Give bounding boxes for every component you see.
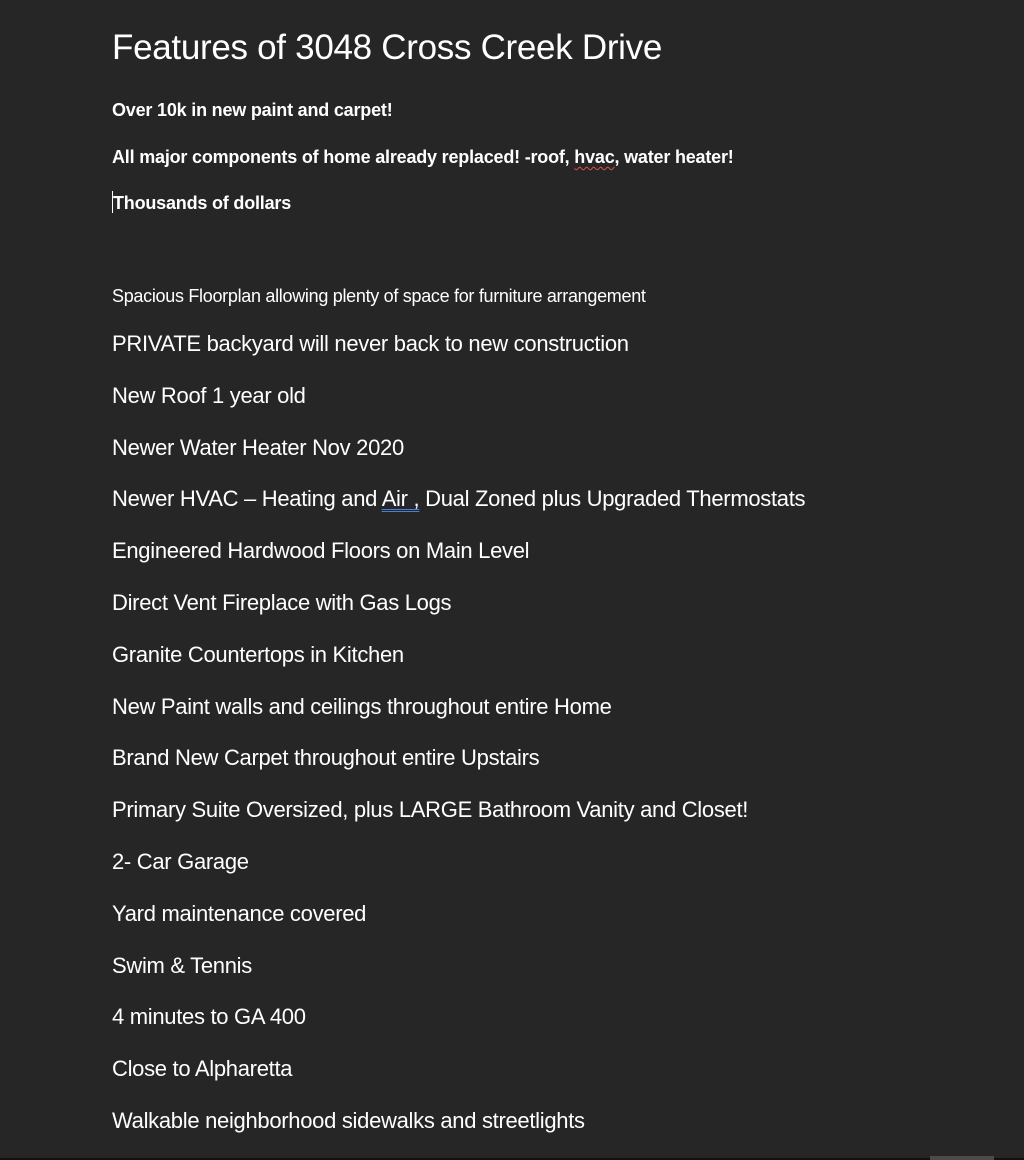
list-item: 4 minutes to GA 400: [112, 1004, 306, 1030]
highlight-text: All major components of home already replaced! -roof,: [112, 147, 575, 167]
list-item: Granite Countertops in Kitchen: [112, 641, 404, 667]
highlight-line-paint-carpet: Over 10k in new paint and carpet!: [112, 100, 393, 120]
highlight-text: Thousands of dollars: [113, 193, 292, 213]
highlight-text: , water heater!: [614, 147, 734, 167]
list-item: 2- Car Garage: [112, 848, 249, 874]
document-title: Features of 3048 Cross Creek Drive: [112, 28, 663, 67]
list-item: Yard maintenance covered: [112, 900, 367, 926]
list-item: Newer Water Heater Nov 2020: [112, 434, 404, 460]
list-item: Brand New Carpet throughout entire Upstairs: [112, 745, 540, 771]
list-item: Swim & Tennis: [112, 952, 252, 978]
highlight-line-dollars: [112, 191, 291, 215]
intro-line: Spacious Floorplan allowing plenty of space for furniture arrangement: [112, 286, 646, 306]
feature-list: [112, 328, 805, 1157]
list-item: Direct Vent Fireplace with Gas Logs: [112, 589, 452, 615]
scrollbar-stub[interactable]: [930, 1156, 994, 1160]
feature-text: Newer HVAC – Heating and: [112, 486, 382, 512]
list-item: New Roof 1 year old: [112, 382, 306, 408]
list-item: [112, 483, 805, 535]
list-item: Engineered Hardwood Floors on Main Level: [112, 538, 530, 564]
feature-text: Dual Zoned plus Upgraded Thermostats: [419, 486, 806, 512]
grammar-flag[interactable]: Air ,: [381, 486, 420, 512]
highlight-line-components: [112, 145, 734, 169]
list-item: Primary Suite Oversized, plus LARGE Bathroom Vanity and Closet!: [112, 797, 749, 823]
list-item: PRIVATE backyard will never back to new construction: [112, 331, 629, 356]
spelling-flag[interactable]: hvac: [574, 147, 615, 167]
list-item: New Paint walls and ceilings throughout entire Home: [112, 693, 612, 719]
list-item: Walkable neighborhood sidewalks and streetlights: [112, 1107, 585, 1133]
list-item: Close to Alpharetta: [112, 1056, 293, 1082]
